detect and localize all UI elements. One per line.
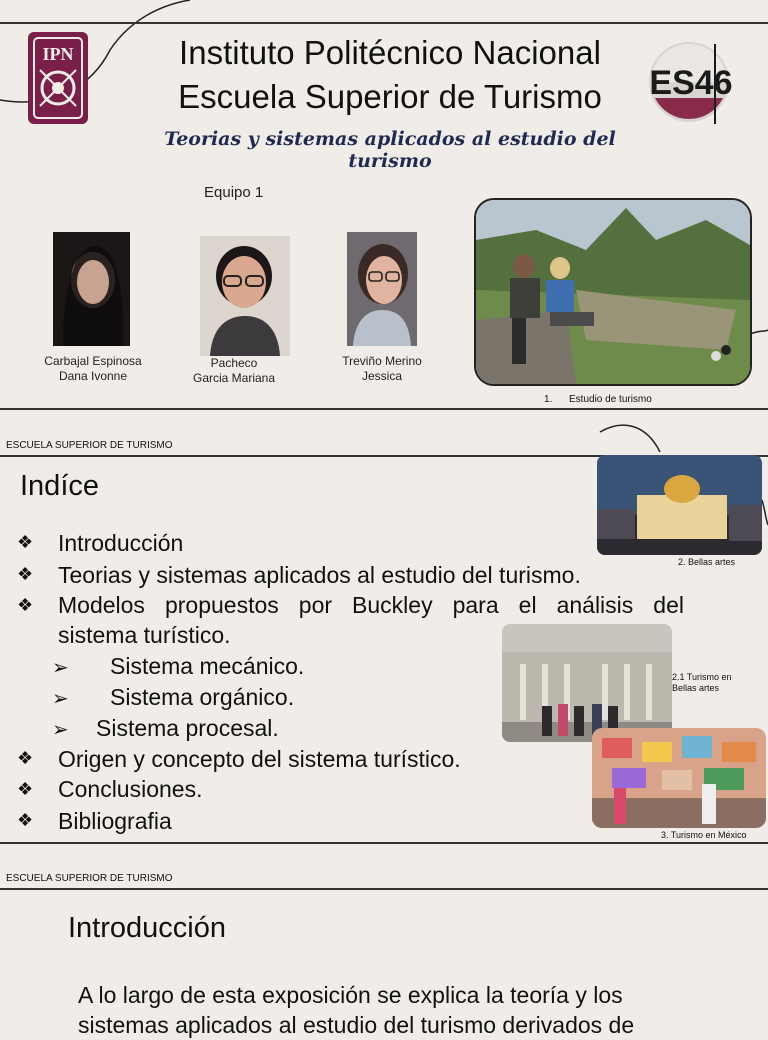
turismo-bellas-artes-photo: [502, 624, 672, 742]
member-name-1: [30, 354, 156, 384]
index-item-modelos: [58, 590, 684, 620]
bullet-icon: ❖: [17, 748, 34, 768]
turismo-mexico-photo: [592, 728, 766, 828]
intro-title: Introducción: [68, 912, 226, 944]
intro-paragraph-line2: sistemas aplicados al estudio del turismo derivados de: [78, 1012, 635, 1038]
index-item-bibliografia: Bibliografia: [58, 808, 172, 834]
bullet-icon: ❖: [17, 810, 34, 830]
footer-school-label-2: ESCUELA SUPERIOR DE TURISMO: [6, 873, 173, 884]
arrow-icon: ➢: [52, 688, 69, 710]
figure-2-1-caption-line2: Bellas artes: [672, 683, 720, 693]
anniversary-logo-text: ES46: [649, 64, 733, 102]
index-item-organico: Sistema orgánico.: [110, 684, 295, 710]
member-name-2-line2: Garcia Mariana: [192, 371, 276, 385]
arrow-icon: ➢: [52, 657, 69, 679]
member-photo-3: [347, 232, 417, 346]
section-rule-3: [0, 842, 768, 844]
figure-2-caption: 2. Bellas artes: [678, 557, 736, 567]
index-item-origen: Origen y concepto del sistema turístico.: [58, 746, 461, 772]
member-name-3: [326, 354, 438, 384]
member-name-1-line2: Dana Ivonne: [58, 369, 128, 383]
intro-paragraph-line1: A lo largo de esta exposición se explica la teoría y los: [78, 982, 623, 1008]
intro-paragraph: [78, 980, 718, 1040]
arrow-icon: ➢: [52, 719, 69, 741]
figure-2-1-caption: [672, 672, 732, 694]
member-photo-2: [200, 236, 290, 356]
index-item-procesal: Sistema procesal.: [96, 715, 279, 741]
figure-2-1-caption-line1: 2.1 Turismo en: [672, 672, 732, 682]
index-item-modelos-line2: sistema turístico.: [58, 622, 231, 648]
bullet-icon: ❖: [17, 779, 34, 799]
member-name-3-line1: Treviño Merino: [342, 354, 422, 368]
index-title: Indíce: [20, 470, 99, 502]
footer-school-label-1: ESCUELA SUPERIOR DE TURISMO: [6, 440, 173, 451]
ipn-logo: [26, 30, 90, 126]
figure-1-caption: 1. Estudio de turismo: [544, 394, 652, 405]
team-label: Equipo 1: [204, 184, 264, 201]
title-school: Escuela Superior de Turismo: [178, 78, 602, 115]
anniversary-logo: [645, 38, 745, 126]
bullet-icon: ❖: [17, 532, 34, 552]
subtitle: Teorias y sistemas aplicados al estudio del turismo: [164, 128, 616, 172]
member-name-2: [180, 356, 288, 386]
member-photo-1: [53, 232, 130, 346]
figure-3-caption: 3. Turismo en México: [661, 830, 747, 840]
section-rule-4: [0, 888, 768, 890]
index-item-modelos-line1: Modelos propuestos por Buckley para el análisis del: [58, 592, 684, 618]
machu-picchu-photo: [474, 198, 752, 386]
section-rule-1: [0, 408, 768, 410]
bullet-icon: ❖: [17, 595, 34, 615]
top-rule: [0, 22, 768, 24]
title-institution: Instituto Politécnico Nacional: [179, 34, 601, 71]
index-item-conclusiones: Conclusiones.: [58, 776, 203, 802]
member-name-1-line1: Carbajal Espinosa: [44, 354, 142, 368]
bullet-icon: ❖: [17, 564, 34, 584]
index-item-teorias: Teorias y sistemas aplicados al estudio del turismo.: [58, 562, 581, 588]
member-name-2-line1: Pacheco: [210, 356, 258, 370]
index-item-mecanico: Sistema mecánico.: [110, 653, 305, 679]
index-item-introduccion: Introducción: [58, 530, 184, 556]
member-name-3-line2: Jessica: [361, 369, 402, 383]
ipn-logo-text: IPN: [42, 44, 74, 64]
bellas-artes-photo: [597, 455, 762, 555]
